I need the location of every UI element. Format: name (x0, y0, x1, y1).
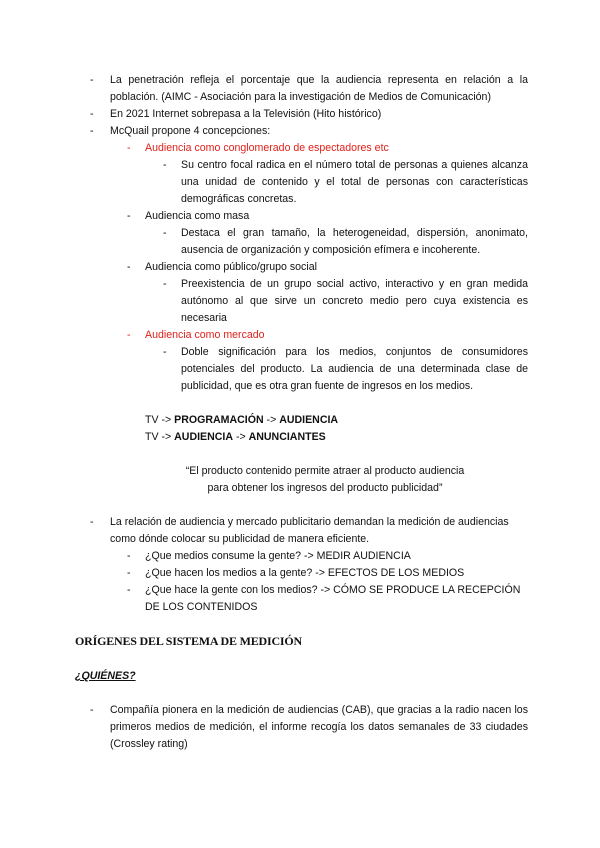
bullet-dash: - (163, 159, 167, 171)
bullet-dash: - (90, 704, 94, 716)
quote-line: para obtener los ingresos del producto publicidad” (207, 482, 443, 494)
list-item-text: En 2021 Internet sobrepasa a la Televisión (Hito histórico) (110, 108, 382, 120)
flow-sep: -> (263, 414, 280, 426)
bullet-dash: - (127, 550, 131, 562)
flow-second: ANUNCIANTES (248, 431, 326, 443)
bullet-dash: - (127, 210, 131, 222)
list-item-text: Compañía pionera en la medición de audiencias (CAB), que gracias a la radio nacen los primeros medios de medición, el informe recogía los datos semanales de 33 ciudades (Crossley rating) (110, 704, 528, 750)
flow-sep: -> (233, 431, 249, 443)
concepcion-title-text: Audiencia como masa (145, 210, 250, 222)
bullet-dash: - (163, 227, 167, 239)
bullet-dash: - (127, 584, 131, 596)
section-title: ORÍGENES DEL SISTEMA DE MEDICIÓN (75, 634, 302, 648)
bullet-dash: - (127, 567, 131, 579)
bullet-dash: - (127, 329, 131, 341)
concepcion-detail-text: Preexistencia de un grupo social activo, interactivo y en gran medida autónomo al que sirve un concreto medio pero cuya existencia es necesaria (181, 278, 528, 324)
bullet-dash: - (90, 74, 94, 86)
flow-prefix: TV -> (145, 431, 175, 443)
concepcion-title-text: Audiencia como conglomerado de espectadores etc (145, 142, 389, 154)
flow-first: PROGRAMACIÓN (174, 414, 264, 426)
question-text: ¿Que hace la gente con los medios? -> CÓMO SE PRODUCE LA RECEPCIÓN DE LOS CONTENIDOS (145, 584, 521, 613)
flow-second: AUDIENCIA (279, 414, 339, 426)
concepcion-detail-text: Doble significación para los medios, conjuntos de consumidores potenciales del producto. La audiencia de una determinada clase de publicidad, que es otra gran fuente de ingresos en los medios. (181, 346, 528, 392)
concepcion-detail-text: Su centro focal radica en el número total de personas a quienes alcanza una unidad de contenido y el total de personas con características demográficas concretas. (181, 159, 528, 205)
concepcion-detail-text: Destaca el gran tamaño, la heterogeneidad, dispersión, anonimato, ausencia de organización y composición efímera e incoherente. (181, 227, 528, 256)
bullet-dash: - (90, 108, 94, 120)
bullet-dash: - (163, 346, 167, 358)
bullet-dash: - (127, 261, 131, 273)
bullet-dash: - (163, 278, 167, 290)
bullet-dash: - (90, 125, 94, 137)
question-text: ¿Que hacen los medios a la gente? -> EFECTOS DE LOS MEDIOS (145, 567, 465, 579)
subsection-title: ¿QUIÉNES? (75, 670, 136, 682)
concepcion-title-text: Audiencia como mercado (145, 329, 265, 341)
flow-prefix: TV -> (145, 414, 175, 426)
bullet-dash: - (90, 516, 94, 528)
flow-line (145, 412, 338, 429)
flow-first: AUDIENCIA (174, 431, 233, 443)
flow-line (145, 429, 326, 446)
list-item-text: La relación de audiencia y mercado publicitario demandan la medición de audiencias como dónde colocar su publicidad de manera eficiente. (110, 516, 509, 545)
list-item-text: La penetración refleja el porcentaje que la audiencia representa en relación a la población. (AIMC - Asociación para la investigación de Medios de Comunicación) (110, 74, 528, 103)
question-text: ¿Que medios consume la gente? -> MEDIR AUDIENCIA (145, 550, 411, 562)
concepcion-title-text: Audiencia como público/grupo social (145, 261, 317, 273)
quote-line: “El producto contenido permite atraer al producto audiencia (185, 465, 465, 477)
list-item-text: McQuail propone 4 concepciones: (110, 125, 271, 137)
bullet-dash: - (127, 142, 131, 154)
